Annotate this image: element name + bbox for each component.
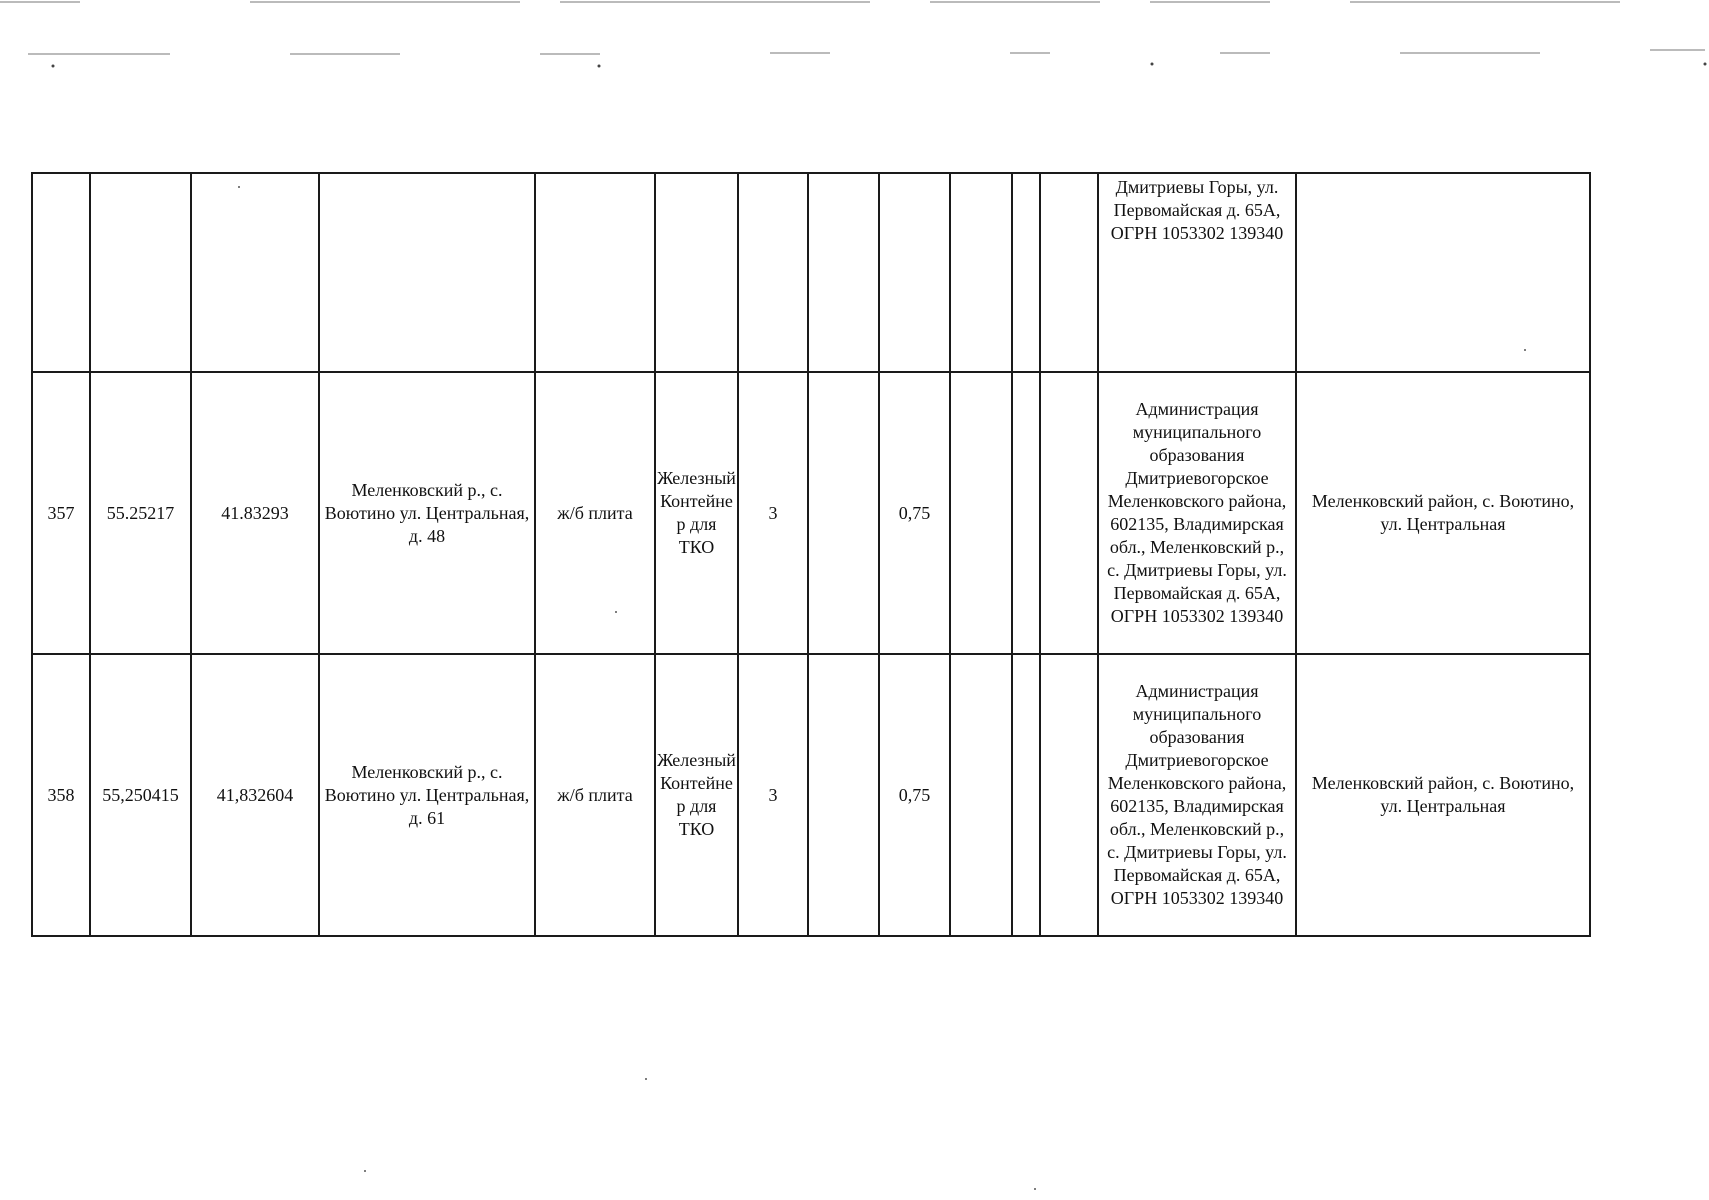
cell-empty (1012, 173, 1040, 372)
scan-artifacts (0, 0, 1709, 80)
cell-empty (1012, 654, 1040, 936)
cell-lon (191, 173, 319, 372)
cell-empty (1040, 173, 1098, 372)
cell-source: Меленковский район, с. Воютино, ул. Центральная (1296, 654, 1590, 936)
cell-count: 3 (738, 654, 808, 936)
cell-address: Меленковский р., с. Воютино ул. Центральная, д. 48 (319, 372, 535, 654)
cell-volume: 0,75 (879, 654, 950, 936)
cell-empty (1040, 372, 1098, 654)
cell-count (738, 173, 808, 372)
scan-speck (1034, 1188, 1036, 1190)
cell-empty (950, 372, 1012, 654)
cell-empty (1012, 372, 1040, 654)
cell-address: Меленковский р., с. Воютино ул. Центральная, д. 61 (319, 654, 535, 936)
cell-surface: ж/б плита (535, 654, 655, 936)
cell-lon: 41,832604 (191, 654, 319, 936)
cell-owner: Дмитриевы Горы, ул. Первомайская д. 65А, ОГРН 1053302 139340 (1098, 173, 1296, 372)
cell-volume: 0,75 (879, 372, 950, 654)
cell-address (319, 173, 535, 372)
cell-container-type: Железный Контейнер для ТКО (655, 654, 738, 936)
table-row (32, 654, 1590, 936)
cell-lat: 55,250415 (90, 654, 191, 936)
cell-empty (808, 173, 879, 372)
cell-empty (808, 372, 879, 654)
cell-container-type (655, 173, 738, 372)
cell-empty (1040, 654, 1098, 936)
cell-no: 357 (32, 372, 90, 654)
cell-lat: 55.25217 (90, 372, 191, 654)
scan-speck (238, 186, 240, 188)
cell-volume (879, 173, 950, 372)
cell-empty (950, 173, 1012, 372)
cell-surface: ж/б плита (535, 372, 655, 654)
scan-speck (364, 1170, 366, 1172)
cell-source (1296, 173, 1590, 372)
container-sites-table (31, 172, 1591, 937)
cell-count: 3 (738, 372, 808, 654)
cell-no (32, 173, 90, 372)
cell-owner: Администрация муниципального образования Дмитриевогорское Меленковского района, 602135, Владимирская обл., Меленковский р., с. Дмитриевы Горы, ул. Первомайская д. 65А, ОГРН 1053302 139340 (1098, 654, 1296, 936)
cell-empty (950, 654, 1012, 936)
cell-lon: 41.83293 (191, 372, 319, 654)
cell-owner: Администрация муниципального образования Дмитриевогорское Меленковского района, 602135, Владимирская обл., Меленковский р., с. Дмитриевы Горы, ул. Первомайская д. 65А, ОГРН 1053302 139340 (1098, 372, 1296, 654)
scan-speck (645, 1078, 647, 1080)
scan-speck (1524, 349, 1526, 351)
cell-surface (535, 173, 655, 372)
table-row (32, 372, 1590, 654)
cell-no: 358 (32, 654, 90, 936)
table-row-continuation (32, 173, 1590, 372)
cell-source: Меленковский район, с. Воютино, ул. Центральная (1296, 372, 1590, 654)
cell-container-type: Железный Контейнер для ТКО (655, 372, 738, 654)
cell-empty (808, 654, 879, 936)
scan-speck (615, 611, 617, 613)
cell-lat (90, 173, 191, 372)
